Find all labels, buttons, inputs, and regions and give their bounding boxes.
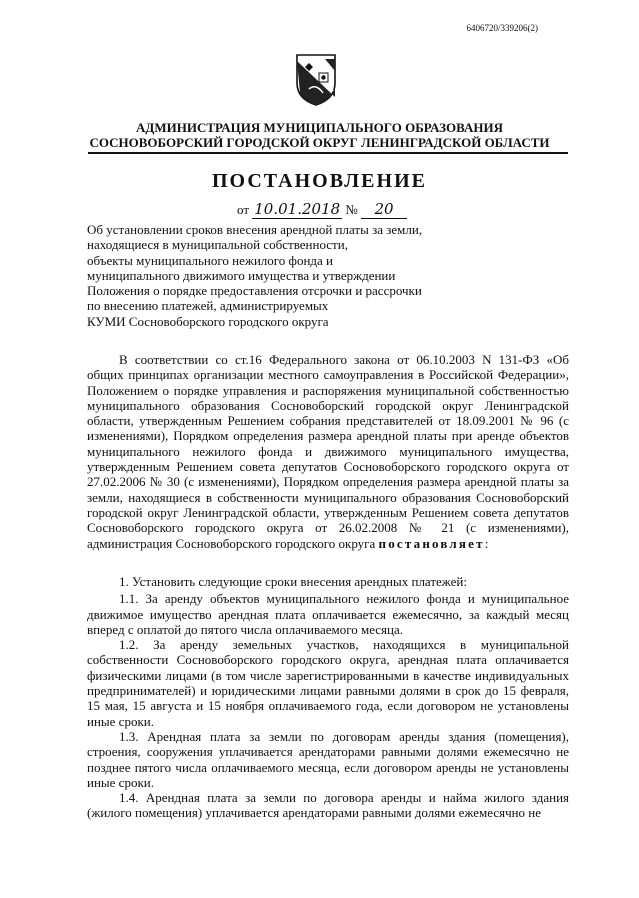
handwritten-number: 20	[361, 200, 407, 219]
list-item: 1.1. За аренду объектов муниципального нежилого фонда и муниципальное движимое имущество арендная плата оплачивается ежемесячно, за каждый месяц вперед с оплатой до пятого числа оплачиваемого месяца.	[87, 591, 569, 637]
org-name-line1: АДМИНИСТРАЦИЯ МУНИЦИПАЛЬНОГО ОБРАЗОВАНИЯ	[136, 120, 503, 135]
list-item: 1. Установить следующие сроки внесения арендных платежей:	[119, 574, 467, 589]
resolution-items	[87, 574, 569, 821]
preamble-text: В соответствии со ст.16 Федерального закона от 06.10.2003 N 131-ФЗ «Об общих принципах организации местного самоуправления в Российской Федерации», Положением о порядке управления и распоряжения муниципальной собственностью муниципального образования Сосновоборский городской округ Ленинградской области, утвержденным Решением собрания представителей от 18.09.2001 № 96 (с изменениями), Порядком определения размера арендной платы при аренде объектов муниципального нежилого фонда и движимого муниципального имущества, утвержденным Решением совета депутатов Сосновоборского городского округа от 27.02.2006 № 30 (с изменениями), Порядком определения размера арендной платы за земли, находящиеся в собственности муниципального образования Сосновоборский городской округ Ленинградской области, утвержденным Решением совета депутатов Сосновоборского городского округа от 26.02.2008 № 21 (с изменениями), администрация Сосновоборского городского округа	[87, 352, 569, 551]
subject-line: КУМИ Сосновоборского городского округа	[87, 313, 329, 329]
subject-block	[87, 222, 447, 329]
subject-line: по внесению платежей, администрируемых	[87, 298, 329, 314]
org-name-line2: СОСНОВОБОРСКИЙ ГОРОДСКОЙ ОКРУГ ЛЕНИНГРАДСКОЙ ОБЛАСТИ	[89, 135, 550, 150]
number-label: №	[345, 202, 358, 217]
document-title: ПОСТАНОВЛЕНИЕ	[212, 170, 427, 192]
list-item: 1.2. За аренду земельных участков, находящихся в муниципальной собственности Сосновоборского городского округа, арендная плата оплачивается физическими лицами (в том числе зарегистрированными в качестве индивидуальных предпринимателей) и юридическими лицами равными долями в срок до 15 февраля, 15 мая, 15 августа и 15 ноября оплачиваемого года, если договором не установлены иные сроки.	[87, 637, 569, 729]
coat-of-arms-icon	[295, 53, 337, 107]
date-number-line	[237, 200, 407, 219]
list-item: 1.4. Арендная плата за земли по договора аренды и найма жилого здания (жилого помещения) уплачивается арендаторами равными долями ежемесячно не	[87, 790, 569, 821]
subject-line: Положения о порядке предоставления отсрочки и рассрочки	[87, 283, 422, 299]
handwritten-date: 10.01.2018	[254, 200, 341, 218]
resolves-word: постановляет	[378, 535, 485, 551]
subject-line: муниципального движимого имущества и утверждении	[87, 267, 396, 283]
subject-line: объекты муниципального нежилого фонда и	[87, 252, 334, 268]
from-label: от	[237, 202, 250, 217]
header-divider	[88, 152, 568, 154]
resolves-colon: :	[484, 535, 489, 551]
list-item: 1.3. Арендная плата за земли по договорам аренды здания (помещения), строения, сооружения уплачивается арендаторами равными долями ежемесячно не позднее пятого числа оплачиваемого месяца, если договором аренды не установлены иные сроки.	[87, 728, 569, 790]
subject-line: находящиеся в муниципальной собственности,	[87, 237, 348, 253]
document-number: 6406720/339206(2)	[466, 23, 538, 33]
preamble-paragraph	[87, 352, 569, 551]
subject-line: Об установлении сроков внесения арендной платы за земли,	[87, 222, 423, 237]
